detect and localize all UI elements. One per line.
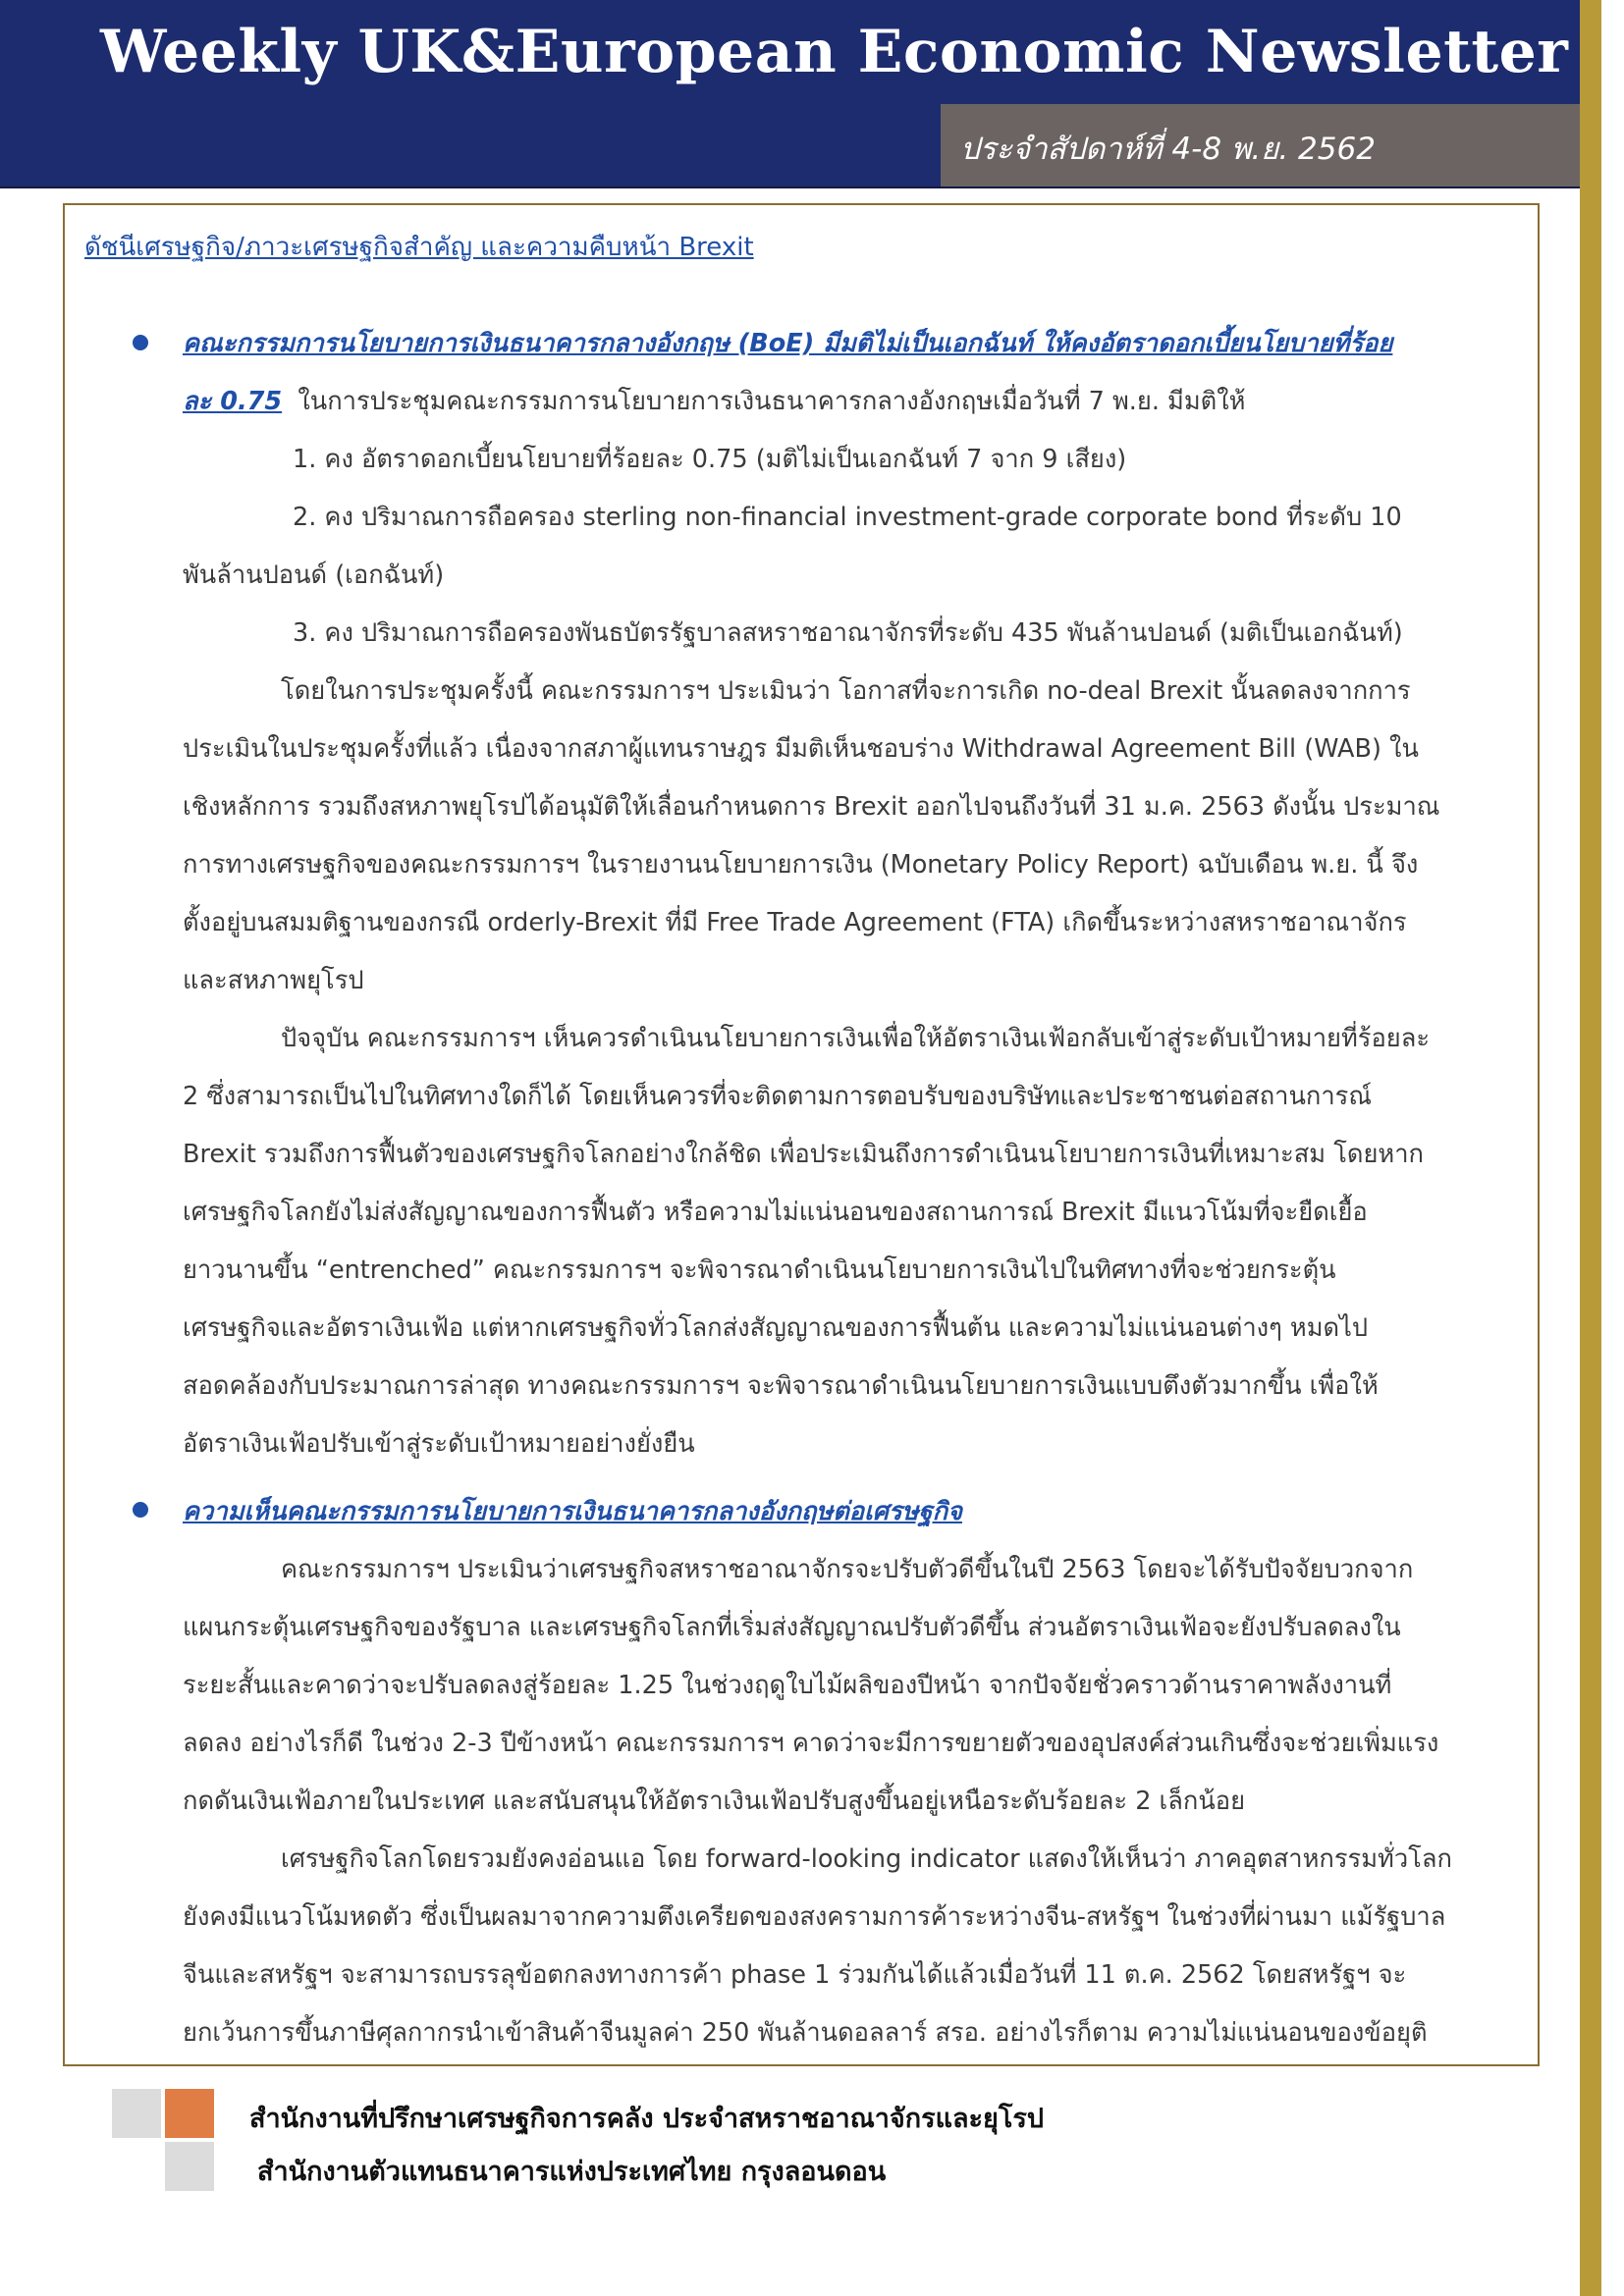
issue-date: ประจำสัปดาห์ที่ 4-8 พ.ย. 2562	[960, 132, 1376, 167]
issue-date-box	[941, 104, 1581, 187]
content-frame	[63, 203, 1540, 2066]
bullet-2-paragraph-2: เศรษฐกิจโลกโดยรวมยังคงอ่อนแอ โดย forward-looking indicator แสดงให้เห็นว่า ภาคอุตสาหกรรมทั่วโลก ยังคงมีแนวโน้มหดตัว ซึ่งเป็นผลมาจากความตึงเครียดของสงครามการค้าระหว่างจีน-สหรัฐฯ ในช่วงที่ผ่านมา แม้รัฐบาล จีนและสหรัฐฯ จะสามารถบรรลุข้อตกลงทางการค้า phase 1 ร่วมกันได้แล้วเมื่อวันที่ 11 ต.ค. 2562 โดยสหรัฐฯ จะ ยกเว้นการขึ้นภาษีศุลกากรนำเข้าสินค้าจีนมูลค่า 250 พันล้านดอลลาร์ สรอ. อย่างไรก็ตาม ความไม่แน่นอนของข้อยุติ	[183, 1844, 1452, 2048]
boe-decision-text: ในการประชุมคณะกรรมการนโยบายการเงินธนาคารกลางอังกฤษเมื่อวันที่ 7 พ.ย. มีมติให้	[298, 387, 1246, 416]
bullet-1-paragraph-1: โดยในการประชุมครั้งนี้ คณะกรรมการฯ ประเมินว่า โอกาสที่จะการเกิด no-deal Brexit นั้นลดลงจากการ ประเมินในประชุมครั้งที่แล้ว เนื่องจากสภาผู้แทนราษฎร มีมติเห็นชอบร่าง Withdrawal Agreement Bill (WAB) ใน เชิงหลักการ รวมถึงสหภาพยุโรปได้อนุมัติให้เลื่อนกำหนดการ Brexit ออกไปจนถึงวันที่ 31 ม.ค. 2563 ดังนั้น ประมาณ การทางเศรษฐกิจของคณะกรรมการฯ ในรายงานนโยบายการเงิน (Monetary Policy Report) ฉบับเดือน พ.ย. นี้ จึง ตั้งอยู่บนสมมติฐานของกรณี orderly-Brexit ที่มี Free Trade Agreement (FTA) เกิดขึ้นระหว่างสหราชอาณาจักร และสหภาพยุโรป	[183, 676, 1440, 995]
resolution-item-2: 2. คง ปริมาณการถือครอง sterling non-financial investment-grade corporate bond ที่ระดับ 10	[293, 503, 1402, 532]
mpc-economic-view-link[interactable]: ความเห็นคณะกรรมการนโยบายการเงินธนาคารกลางอังกฤษต่อเศรษฐกิจ	[183, 1497, 962, 1526]
boe-decision-link-cont[interactable]: ละ 0.75	[183, 387, 283, 416]
resolution-item-2-cont: พันล้านปอนด์ (เอกฉันท์)	[183, 561, 445, 590]
footer-square-gray-1	[112, 2089, 161, 2138]
bullet-1-paragraph-2: ปัจจุบัน คณะกรรมการฯ เห็นควรดำเนินนโยบายการเงินเพื่อให้อัตราเงินเฟ้อกลับเข้าสู่ระดับเป้าหมายที่ร้อยละ 2 ซึ่งสามารถเป็นไปในทิศทางใดก็ได้ โดยเห็นควรที่จะติดตามการตอบรับของบริษัทและประชาชนต่อสถานการณ์ Brexit รวมถึงการฟื้นตัวของเศรษฐกิจโลกอย่างใกล้ชิด เพื่อประเมินถึงการดำเนินนโยบายการเงินที่เหมาะสม โดยหาก เศรษฐกิจโลกยังไม่ส่งสัญญาณของการฟื้นตัว หรือความไม่แน่นอนของสถานการณ์ Brexit มีแนวโน้มที่จะยืดเยื้อ ยาวนานขึ้น “entrenched” คณะกรรมการฯ จะพิจารณาดำเนินนโยบายการเงินไปในทิศทางที่จะช่วยกระตุ้น เศรษฐกิจและอัตราเงินเฟ้อ แต่หากเศรษฐกิจทั่วโลกส่งสัญญาณของการฟื้นต้น และความไม่แน่นอนต่างๆ หมดไป สอดคล้องกับประมาณการล่าสุด ทางคณะกรรมการฯ จะพิจารณาดำเนินนโยบายการเงินแบบตึงตัวมากขึ้น เพื่อให้ อัตราเงินเฟ้อปรับเข้าสู่ระดับเป้าหมายอย่างยั่งยืน	[183, 1024, 1431, 1459]
bullet-2-dot	[133, 1502, 148, 1518]
footer-square-orange	[165, 2089, 214, 2138]
resolution-item-3: 3. คง ปริมาณการถือครองพันธบัตรรัฐบาลสหราชอาณาจักรที่ระดับ 435 พันล้านปอนด์ (มติเป็นเอกฉันท์)	[293, 618, 1403, 648]
bullet-1-dot	[133, 335, 148, 350]
gold-side-bar	[1580, 0, 1601, 2296]
bullet-1-block	[183, 315, 1392, 431]
footer-square-gray-2	[165, 2142, 214, 2191]
resolution-items	[183, 431, 1403, 663]
boe-decision-link[interactable]: คณะกรรมการนโยบายการเงินธนาคารกลางอังกฤษ (BoE) มีมติไม่เป็นเอกฉันท์ ให้คงอัตราดอกเบี้ยนโยบายที่ร้อย	[183, 329, 1393, 358]
newsletter-title: Weekly UK&European Economic Newsletter	[100, 18, 1569, 86]
footer-office-1: สำนักงานที่ปรึกษาเศรษฐกิจการคลัง ประจำสหราชอาณาจักรและยุโรป	[249, 2104, 1044, 2134]
section-heading-link[interactable]: ดัชนีเศรษฐกิจ/ภาวะเศรษฐกิจสำคัญ และความคืบหน้า Brexit	[84, 233, 754, 262]
footer-office-2: สำนักงานตัวแทนธนาคารแห่งประเทศไทย กรุงลอนดอน	[257, 2157, 887, 2187]
bullet-2-paragraph-1: คณะกรรมการฯ ประเมินว่าเศรษฐกิจสหราชอาณาจักรจะปรับตัวดีขึ้นในปี 2563 โดยจะได้รับปัจจัยบวกจาก แผนกระตุ้นเศรษฐกิจของรัฐบาล และเศรษฐกิจโลกที่เริ่มส่งสัญญาณปรับตัวดีขึ้น ส่วนอัตราเงินเฟ้อจะยังปรับลดลงใน ระยะสั้นและคาดว่าจะปรับลดลงสู่ร้อยละ 1.25 ในช่วงฤดูใบไม้ผลิของปีหน้า จากปัจจัยชั่วคราวด้านราคาพลังงานที่ ลดลง อย่างไรก็ดี ในช่วง 2-3 ปีข้างหน้า คณะกรรมการฯ คาดว่าจะมีการขยายตัวของอุปสงค์ส่วนเกินซึ่งจะช่วยเพิ่มแรง กดดันเงินเฟ้อภายในประเทศ และสนับสนุนให้อัตราเงินเฟ้อปรับสูงขึ้นอยู่เหนือระดับร้อยละ 2 เล็กน้อย	[183, 1555, 1439, 1816]
resolution-item-1: 1. คง อัตราดอกเบี้ยนโยบายที่ร้อยละ 0.75 (มติไม่เป็นเอกฉันท์ 7 จาก 9 เสียง)	[293, 445, 1127, 474]
bullet-2-heading-line	[183, 1483, 962, 1541]
